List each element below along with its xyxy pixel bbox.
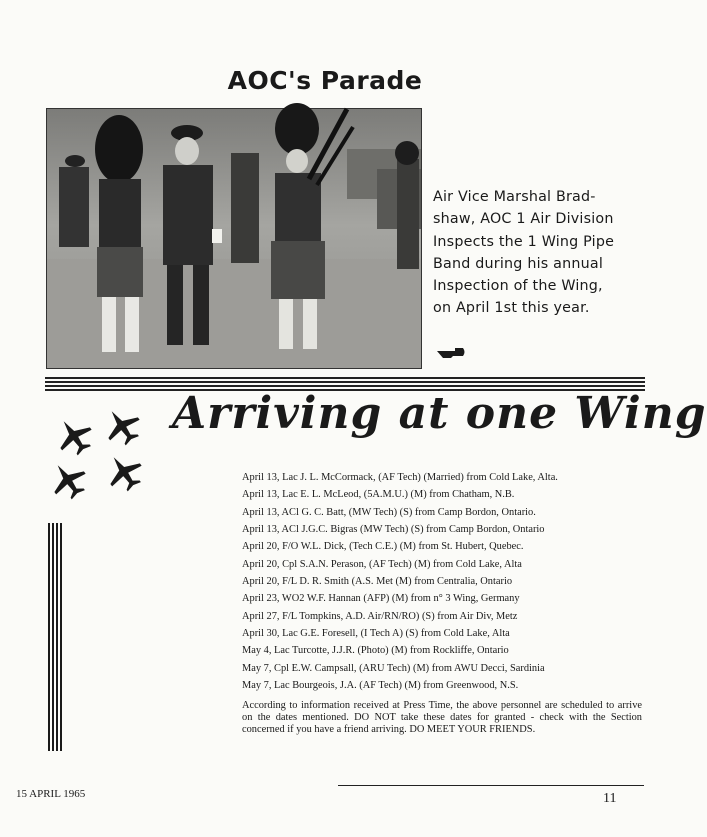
caption-line: Inspects the 1 Wing Pipe <box>433 233 615 250</box>
list-item: May 7, Cpl E.W. Campsall, (ARU Tech) (M) from AWU Decci, Sardinia <box>242 662 545 674</box>
footer-rule <box>338 785 644 786</box>
caption-line: Inspection of the Wing, <box>433 278 603 295</box>
jet-aircraft-icons <box>46 404 166 500</box>
jet-icon <box>97 401 147 451</box>
photo-caption <box>433 186 641 320</box>
parade-photo <box>46 108 422 369</box>
divider-line <box>45 381 645 383</box>
list-item: May 4, Lac Turcotte, J.J.R. (Photo) (M) from Rockliffe, Ontario <box>242 645 509 657</box>
section-heading: Arriving at one Wing <box>172 388 707 439</box>
divider-line <box>45 377 645 379</box>
divider-line <box>45 385 645 387</box>
list-item: April 13, ACl G. C. Batt, (MW Tech) (S) from Camp Bordon, Ontario. <box>242 506 536 518</box>
jet-icon <box>43 455 93 505</box>
list-item: April 20, F/L D. R. Smith (A.S. Met (M) from Centralia, Ontario <box>242 576 513 588</box>
pipe-band-inspection-image <box>47 109 421 368</box>
pointing-hand-icon <box>435 345 467 359</box>
list-item: May 7, Lac Bourgeois, J.A. (AF Tech) (M) from Greenwood, N.S. <box>242 680 519 692</box>
caption-line: Band during his annual <box>433 255 604 272</box>
list-item: April 20, Cpl S.A.N. Perason, (AF Tech) (M) from Cold Lake, Alta <box>242 558 522 570</box>
list-item: April 13, Lac E. L. McLeod, (5A.M.U.) (M) from Chatham, N.B. <box>242 489 515 501</box>
vertical-rule-decoration <box>48 523 64 751</box>
list-item: April 13, ACl J.G.C. Bigras (MW Tech) (S) from Camp Bordon, Ontario <box>242 524 545 536</box>
list-item: April 27, F/L Tompkins, A.D. Air/RN/RO) (S) from Air Div, Metz <box>242 610 518 622</box>
caption-line: on April 1st this year. <box>433 300 590 317</box>
list-item: April 23, WO2 W.F. Hannan (AFP) (M) from n° 3 Wing, Germany <box>242 593 520 605</box>
arrivals-list <box>242 469 558 694</box>
caption-line: shaw, AOC 1 Air Division <box>433 211 614 228</box>
jet-icon <box>99 447 149 497</box>
press-time-note: According to information received at Press Time, the above personnel are scheduled to arrive on the dates mentioned. DO NOT take these dates for granted - check with the Section concerned if you have a friend arriving. DO MEET YOUR FRIENDS. <box>242 700 642 735</box>
page-number: 11 <box>603 791 617 806</box>
list-item: April 13, Lac J. L. McCormack, (AF Tech) (Married) from Cold Lake, Alta. <box>242 472 558 483</box>
jet-icon <box>49 411 99 461</box>
caption-line: Air Vice Marshal Brad- <box>433 189 596 205</box>
issue-date: 15 APRIL 1965 <box>16 788 86 800</box>
list-item: April 20, F/O W.L. Dick, (Tech C.E.) (M) from St. Hubert, Quebec. <box>242 541 524 553</box>
list-item: April 30, Lac G.E. Foresell, (I Tech A) (S) from Cold Lake, Alta <box>242 628 510 640</box>
article-title: AOC's Parade <box>227 66 423 95</box>
